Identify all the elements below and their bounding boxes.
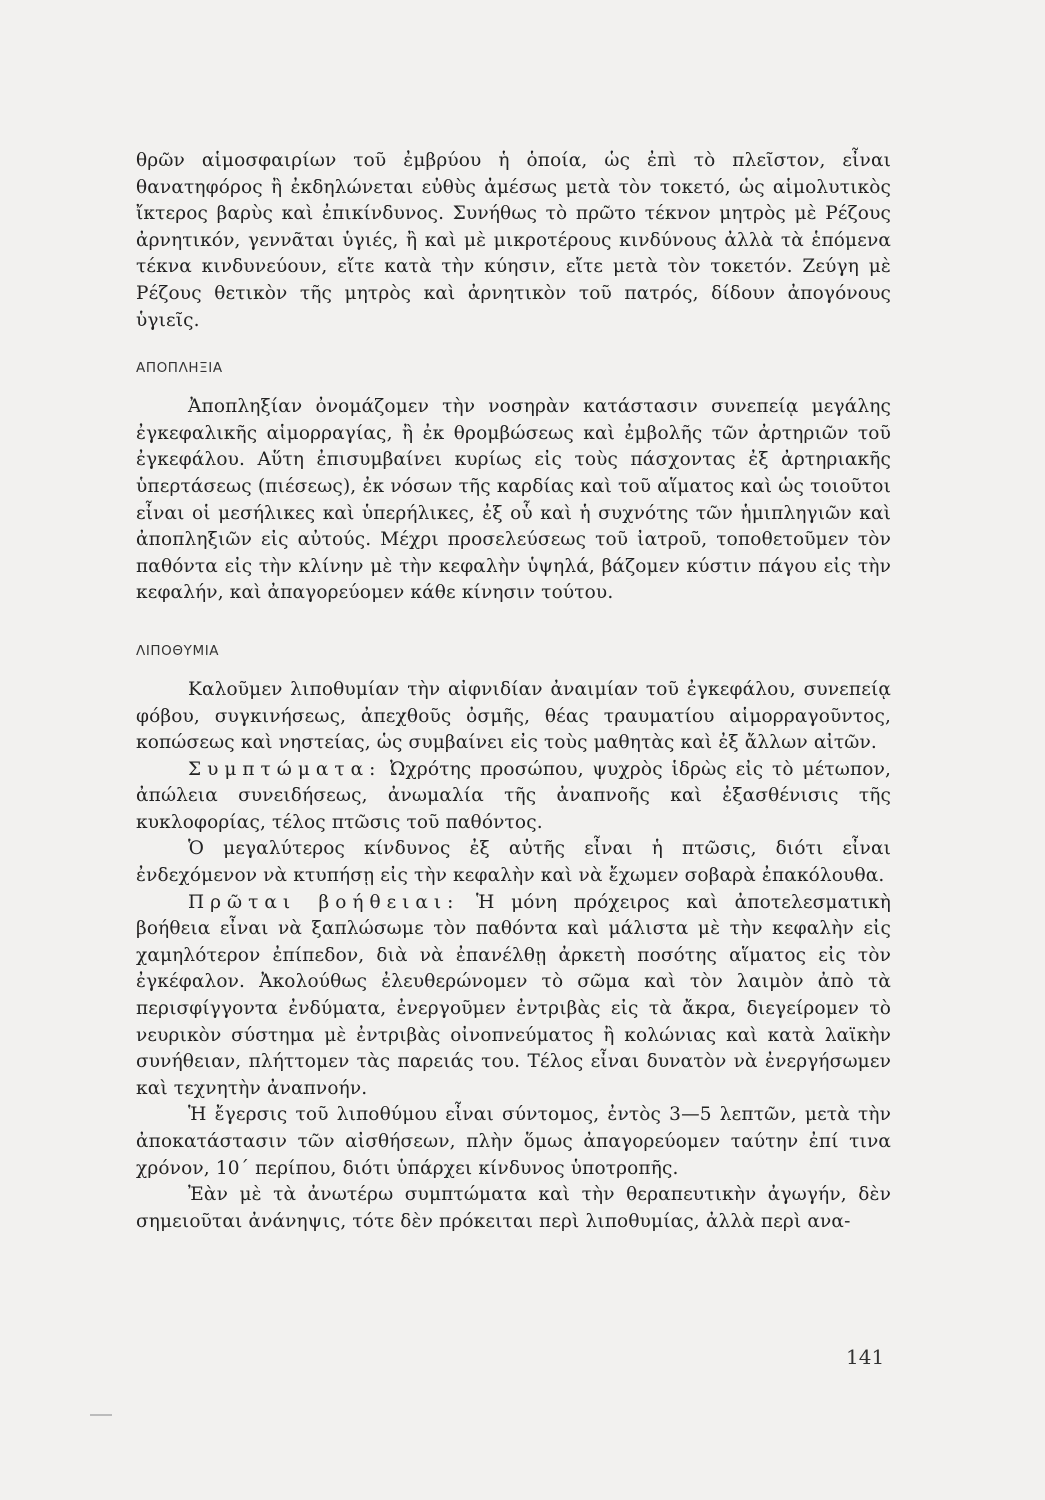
lipothymia-definition: Καλοῦμεν λιποθυμίαν τὴν αἰφνιδίαν ἀναιμίαν τοῦ ἐγκεφάλου, συνεπείᾳ φόβου, συγκινήσεως, ἀπεχθοῦς ὀσμῆς, θέας τραυματίου αἱμορραγοῦντος, κοπώσεως καὶ νηστείας, ὡς συμβαίνει εἰς τοὺς μαθητὰς καὶ ἐξ ἄλλων αἰτῶν.	[136, 678, 891, 754]
section-heading-lipothymia: ΛΙΠΟΘΥΜΙΑ	[136, 642, 220, 659]
danger-paragraph: Ὁ μεγαλύτερος κίνδυνος ἐξ αὐτῆς εἶναι ἡ πτῶσις, διότι εἶναι ἐνδεχόμενον νὰ κτυπήσῃ εἰς τὴν κεφαλὴν καὶ νὰ ἔχωμεν σοβαρὰ ἐπακόλουθα.	[136, 838, 891, 887]
page-body	[136, 148, 891, 1235]
symptoms-paragraph	[136, 757, 891, 837]
first-aid-paragraph	[136, 890, 891, 1103]
symptoms-text: Ὠχρότης προσώπου, ψυχρὸς ἱδρὼς εἰς τὸ μέτωπον, ἀπώλεια συνειδήσεως, ἀνωμαλία τῆς ἀναπνοῆς καὶ ἐξασθένισις τῆς κυκλοφορίας, τέλος πτῶσις τοῦ παθόντος.	[136, 758, 891, 833]
apoplexia-paragraph: Ἀποπληξίαν ὀνομάζομεν τὴν νοσηρὰν κατάστασιν συνεπείᾳ μεγάλης ἐγκεφαλικῆς αἱμορραγίας, ἢ ἐκ θρομβώσεως καὶ ἐμβολῆς τῶν ἀρτηριῶν τοῦ ἐγκεφάλου. Αὕτη ἐπισυμβαίνει κυρίως εἰς τοὺς πάσχοντας ἐξ ἀρτηριακῆς ὑπερτάσεως (πιέσεως), ἐκ νόσων τῆς καρδίας καὶ τοῦ αἵματος καὶ ὡς τοιοῦτοι εἶναι οἱ μεσήλικες καὶ ὑπερήλικες, ἐξ οὗ καὶ ἡ συχνότης τῶν ἡμιπληγιῶν καὶ ἀποπληξιῶν εἰς αὐτούς. Μέχρι προσελεύσεως τοῦ ἰατροῦ, τοποθετοῦμεν τὸν παθόντα εἰς τὴν κλίνην μὲ τὴν κεφαλὴν ὑψηλά, βάζομεν κύστιν πάγου εἰς τὴν κεφαλήν, καὶ ἀπαγορεύομεν κάθε κίνησιν τούτου.	[136, 396, 891, 604]
scan-mark	[90, 1414, 112, 1416]
first-aid-text: Ἡ μόνη πρόχειρος καὶ ἀποτελεσματικὴ βοήθεια εἶναι νὰ ξαπλώσωμε τὸν παθόντα καὶ μάλιστα μὲ τὴν κεφαλὴν εἰς χαμηλότερον ἐπίπεδον, διὰ νὰ ἐπανέλθῃ ἀρκετὴ ποσότης αἵματος εἰς τὸν ἐγκέφαλον. Ἀκολούθως ἐλευθερώνομεν τὸ σῶμα καὶ τὸν λαιμὸν ἀπὸ τὰ περισφίγγοντα ἐνδύματα, ἐνεργοῦμεν ἐντριβὰς εἰς τὰ ἄκρα, διεγείρομεν τὸ νευρικὸν σύστημα μὲ ἐντριβὰς οἰνοπνεύματος ἢ κολώνιας καὶ κατὰ λαϊκὴν συνήθειαν, πλήττομεν τὰς παρειάς του. Τέλος εἶναι δυνατὸν νὰ ἐνεργήσωμεν καὶ τεχνητὴν ἀναπνοήν.	[136, 891, 891, 1099]
page-number: 141	[846, 1345, 885, 1369]
symptoms-label: Συμπτώματα:	[188, 758, 382, 780]
recovery-paragraph: Ἡ ἔγερσις τοῦ λιποθύμου εἶναι σύντομος, ἐντὸς 3—5 λεπτῶν, μετὰ τὴν ἀποκατάστασιν τῶν αἰσθήσεων, πλὴν ὅμως ἀπαγορεύομεν ταύτην ἐπί τινα χρόνον, 10΄ περίπου, διότι ὑπάρχει κίνδυνος ὑποτροπῆς.	[136, 1104, 891, 1179]
intro-paragraph: θρῶν αἱμοσφαιρίων τοῦ ἐμβρύου ἡ ὁποία, ὡς ἐπὶ τὸ πλεῖστον, εἶναι θανατηφόρος ἢ ἐκδηλώνεται εὐθὺς ἀμέσως μετὰ τὸν τοκετό, ὡς αἱμολυτικὸς ἴκτερος βαρὺς καὶ ἐπικίνδυνος. Συνήθως τὸ πρῶτο τέκνον μητρὸς μὲ Ρέζους ἀρνητικόν, γεννᾶται ὑγιές, ἢ καὶ μὲ μικροτέρους κινδύνους ἀλλὰ τὰ ἑπόμενα τέκνα κινδυνεύουν, εἴτε κατὰ τὴν κύησιν, εἴτε μετὰ τὸν τοκετόν. Ζεύγη μὲ Ρέζους θετικὸν τῆς μητρὸς καὶ ἀρνητικὸν τοῦ πατρός, δίδουν ἀπογόνους ὑγιεῖς.	[136, 150, 891, 331]
closing-paragraph: Ἐὰν μὲ τὰ ἀνωτέρω συμπτώματα καὶ τὴν θεραπευτικὴν ἀγωγήν, δὲν σημειοῦται ἀνάνηψις, τότε δὲν πρόκειται περὶ λιποθυμίας, ἀλλὰ περὶ ανα-	[136, 1184, 891, 1232]
first-aid-label: Πρῶται βοήθειαι:	[188, 891, 460, 913]
section-heading-apoplexia: ΑΠΟΠΛΗΞΙΑ	[136, 360, 223, 377]
